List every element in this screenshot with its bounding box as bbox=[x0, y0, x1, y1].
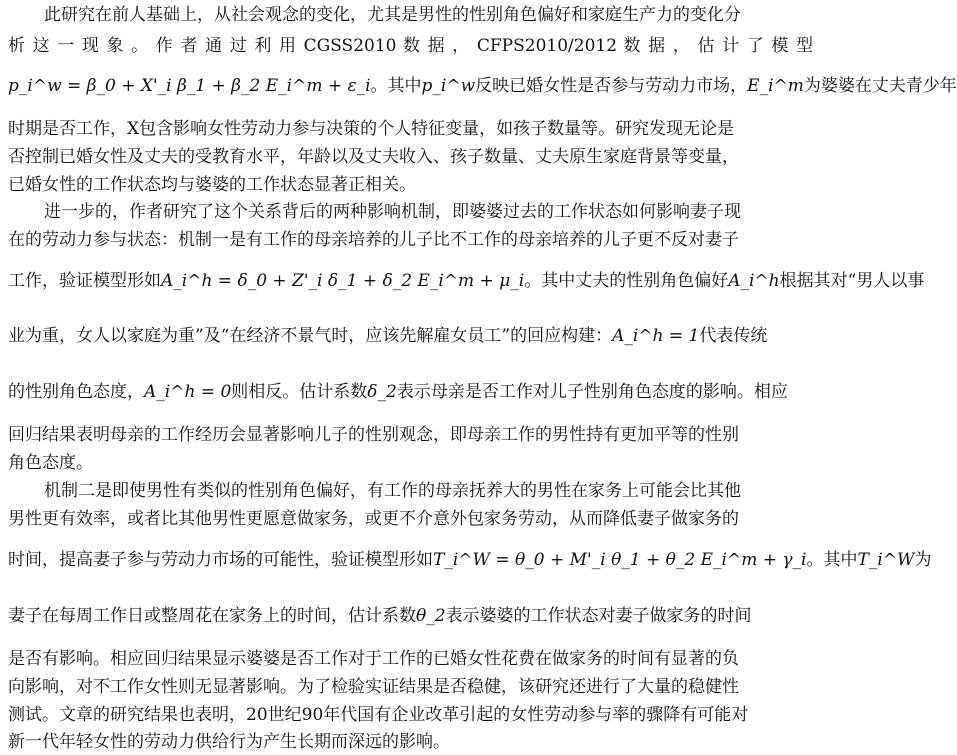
text-span: 的性别角色态度， bbox=[8, 382, 144, 402]
model-formula-3: T_i^W = θ_0 + M'_i θ_1 + θ_2 E_i^m + γ_i bbox=[433, 550, 807, 570]
variable-e: E_i^m bbox=[747, 76, 804, 96]
paragraph-3-line-4 bbox=[8, 605, 813, 627]
paragraph-3-line-6: 向影响，对不工作女性则无显著影响。为了检验实证结果是否稳健，该研究还进行了大量的稳健性 bbox=[8, 677, 739, 697]
paragraph-3-line-2: 男性更有效率，或者比其他男性更愿意做家务，或更不介意外包家务劳动，从而降低妻子做家务的 bbox=[8, 509, 739, 529]
formula-a-equals-1: A_i^h = 1 bbox=[612, 326, 700, 346]
variable-a: A_i^h bbox=[728, 271, 780, 291]
formula-a-equals-0: A_i^h = 0 bbox=[144, 382, 232, 402]
model-formula-1: p_i^w = β_0 + X'_i β_1 + β_2 E_i^m + ε_i bbox=[8, 76, 371, 96]
text-span: 。其中 bbox=[806, 550, 858, 570]
paragraph-2-line-1: 进一步的，作者研究了这个关系背后的两种影响机制，即婆婆过去的工作状态如何影响妻子现 bbox=[44, 202, 741, 222]
paragraph-2-line-5 bbox=[8, 381, 813, 403]
text-span: 则相反。估计系数 bbox=[231, 382, 368, 402]
paragraph-2-line-2: 在的劳动力参与状态：机制一是有工作的母亲培养的儿子比不工作的母亲培养的儿子更不反对妻子 bbox=[8, 230, 739, 250]
paragraph-2-line-4 bbox=[8, 325, 813, 347]
paragraph-1-line-3 bbox=[8, 75, 957, 97]
text-span: 业为重，女人以家庭为重”及“在经济不景气时，应该先解雇女员工”的回应构建： bbox=[8, 326, 613, 346]
variable-t: T_i^W bbox=[857, 550, 915, 570]
text-span: 时间，提高妻子参与劳动力市场的可能性，验证模型形如 bbox=[8, 550, 433, 570]
variable-theta-2: θ_2 bbox=[416, 606, 446, 626]
paragraph-1-line-4: 时期是否工作，X包含影响女性劳动力参与决策的个人特征变量，如孩子数量等。研究发现无论是 bbox=[8, 119, 735, 139]
paragraph-1-line-6: 已婚女性的工作状态均与婆婆的工作状态显著正相关。 bbox=[8, 175, 416, 195]
model-formula-2: A_i^h = δ_0 + Z'_i δ_1 + δ_2 E_i^m + μ_i bbox=[161, 271, 525, 291]
text-span: 表示母亲是否工作对儿子性别角色态度的影响。相应 bbox=[396, 382, 788, 402]
paragraph-3-line-7: 测试。文章的研究结果也表明，20世纪90年代国有企业改革引起的女性劳动参与率的骤降有可能对 bbox=[8, 705, 749, 725]
paragraph-1-line-1: 此研究在前人基础上，从社会观念的变化，尤其是男性的性别角色偏好和家庭生产力的变化分 bbox=[44, 5, 741, 25]
text-span: 为 bbox=[914, 550, 932, 570]
text-span: 工作，验证模型形如 bbox=[8, 271, 161, 291]
text-span: 表示婆婆的工作状态对妻子做家务的时间 bbox=[445, 606, 752, 626]
text-span: 为婆婆在丈夫青少年 bbox=[803, 76, 957, 96]
paragraph-2-line-7: 角色态度。 bbox=[8, 453, 93, 473]
text-span: 代表传统 bbox=[699, 326, 768, 346]
text-span: 。其中 bbox=[370, 76, 422, 96]
variable-delta-2: δ_2 bbox=[367, 382, 397, 402]
paragraph-2-line-3 bbox=[8, 270, 925, 292]
text-span: 根据其对“男人以事 bbox=[779, 271, 925, 291]
paragraph-3-line-8: 新一代年轻女性的劳动力供给行为产生长期而深远的影响。 bbox=[8, 732, 450, 752]
paragraph-3-line-3 bbox=[8, 549, 932, 571]
variable-p: p_i^w bbox=[421, 76, 476, 96]
text-span: 。其中丈夫的性别角色偏好 bbox=[524, 271, 729, 291]
paragraph-3-line-5: 是否有影响。相应回归结果显示婆婆是否工作对于工作的已婚女性花费在做家务的时间有显著的负 bbox=[8, 649, 739, 669]
paragraph-1-line-5: 否控制已婚女性及丈夫的受教育水平，年龄以及丈夫收入、孩子数量、丈夫原生家庭背景等变量， bbox=[8, 147, 739, 167]
text-span: 反映已婚女性是否参与劳动力市场， bbox=[475, 76, 748, 96]
paragraph-3-line-1: 机制二是即使男性有类似的性别角色偏好，有工作的母亲抚养大的男性在家务上可能会比其他 bbox=[44, 481, 741, 501]
paragraph-2-line-6: 回归结果表明母亲的工作经历会显著影响儿子的性别观念，即母亲工作的男性持有更加平等的性别 bbox=[8, 425, 739, 445]
paragraph-1-line-2: 析 这 一 现 象 。 作 者 通 过 利 用 CGSS2010 数 据 ， CFPS2010/2012 数 据 ， 估 计 了 模 型 bbox=[8, 36, 813, 56]
text-span: 妻子在每周工作日或整周花在家务上的时间，估计系数 bbox=[8, 606, 416, 626]
